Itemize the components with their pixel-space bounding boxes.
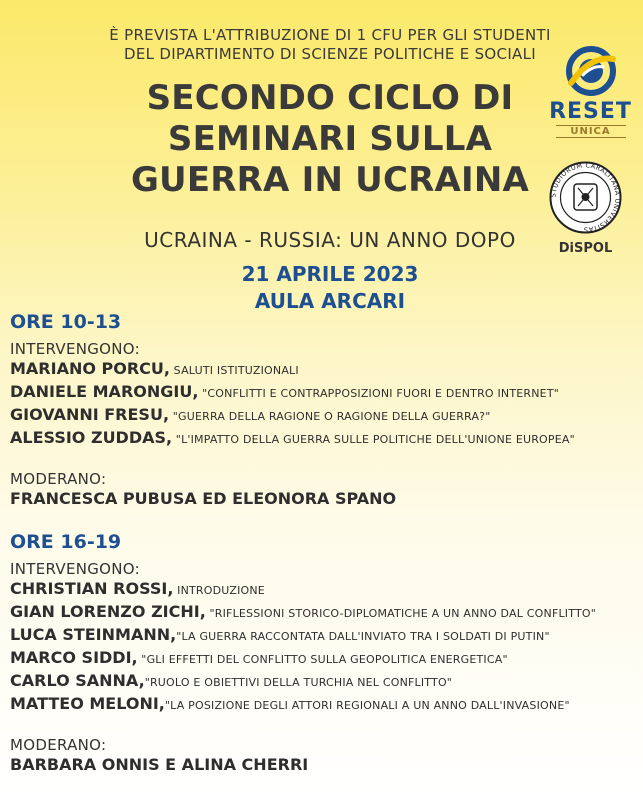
speaker-row (10, 578, 635, 601)
speaker-name: CHRISTIAN ROSSI, (10, 579, 174, 598)
moderators-label: MODERANO: (10, 736, 107, 754)
talk-title: "LA POSIZIONE DEGLI ATTORI REGIONALI A UN ANNO DALL'INVASIONE" (164, 699, 570, 712)
speaker-row (10, 624, 635, 647)
moderators-names: BARBARA ONNIS E ALINA CHERRI (10, 755, 309, 774)
speaker-row (10, 601, 635, 624)
talk-title: "CONFLITTI E CONTRAPPOSIZIONI FUORI E DENTRO INTERNET" (198, 387, 560, 400)
morning-session (10, 310, 635, 509)
speaker-name: MARCO SIDDI, (10, 648, 138, 667)
moderators-label: MODERANO: (10, 470, 107, 488)
talk-title: INTRODUZIONE (173, 584, 265, 597)
title-line: SEMINARI SULLA (167, 119, 493, 159)
dispol-wordmark: DiSPOL (558, 241, 613, 256)
speaker-name: DANIELE MARONGIU, (10, 382, 199, 401)
speaker-name: LUCA STEINMANN, (10, 625, 177, 644)
talk-title: "LA GUERRA RACCONTATA DALL'INVIATO TRA I SOLDATI DI PUTIN" (176, 630, 550, 643)
talk-title: "GLI EFFETTI DEL CONFLITTO SULLA GEOPOLITICA ENERGETICA" (137, 653, 508, 666)
speaker-row (10, 381, 635, 404)
afternoon-session (10, 530, 635, 775)
talk-title: "RUOLO E OBIETTIVI DELLA TURCHIA NEL CONFLITTO" (144, 676, 453, 689)
afternoon-time: ORE 16-19 (10, 531, 122, 553)
speaker-name: ALESSIO ZUDDAS, (10, 428, 173, 447)
university-seal-icon (548, 160, 623, 235)
reset-logo (548, 45, 633, 138)
speaker-name: GIOVANNI FRESU, (10, 405, 170, 424)
speaker-name: MARIANO PORCU, (10, 359, 170, 378)
speaker-row (10, 670, 635, 693)
speaker-name: CARLO SANNA, (10, 671, 145, 690)
speakers-label: INTERVENGONO: (10, 560, 140, 578)
cfu-note-line1: È PREVISTA L'ATTRIBUZIONE DI 1 CFU PER GLI STUDENTI (109, 26, 551, 44)
event-title (80, 78, 580, 201)
speaker-name: MATTEO MELONI, (10, 694, 165, 713)
title-line: SECONDO CICLO DI (146, 78, 514, 118)
talk-title: "RIFLESSIONI STORICO-DIPLOMATICHE A UN ANNO DAL CONFLITTO" (205, 607, 597, 620)
talk-title: SALUTI ISTITUZIONALI (169, 364, 299, 377)
event-subtitle: UCRAINA - RUSSIA: UN ANNO DOPO (144, 228, 516, 252)
speakers-label: INTERVENGONO: (10, 340, 140, 358)
speaker-row (10, 427, 635, 450)
speaker-row (10, 358, 635, 381)
speaker-name: GIAN LORENZO ZICHI, (10, 602, 206, 621)
talk-title: "L'IMPATTO DELLA GUERRA SULLE POLITICHE DELL'UNIONE EUROPEA" (172, 433, 575, 446)
speaker-row (10, 693, 635, 716)
morning-time: ORE 10-13 (10, 311, 122, 333)
moderators-names: FRANCESCA PUBUSA ED ELEONORA SPANO (10, 489, 397, 508)
event-place: AULA ARCARI (254, 289, 406, 313)
talk-title: "GUERRA DELLA RAGIONE O RAGIONE DELLA GUERRA?" (169, 410, 491, 423)
seal-text: STUDIORUM CARALITANA UNIVERSITAS (549, 161, 622, 234)
reset-emblem-icon (563, 45, 619, 97)
title-line: GUERRA IN UCRAINA (130, 160, 530, 200)
unica-wordmark: UNICA (556, 125, 626, 138)
reset-wordmark: RESET (549, 99, 632, 124)
speaker-row (10, 404, 635, 427)
speaker-row (10, 647, 635, 670)
event-date: 21 APRILE 2023 (241, 262, 419, 286)
cfu-note-line2: DEL DIPARTIMENTO DI SCIENZE POLITICHE E SOCIALI (124, 45, 536, 63)
university-seal-logo (548, 160, 623, 256)
